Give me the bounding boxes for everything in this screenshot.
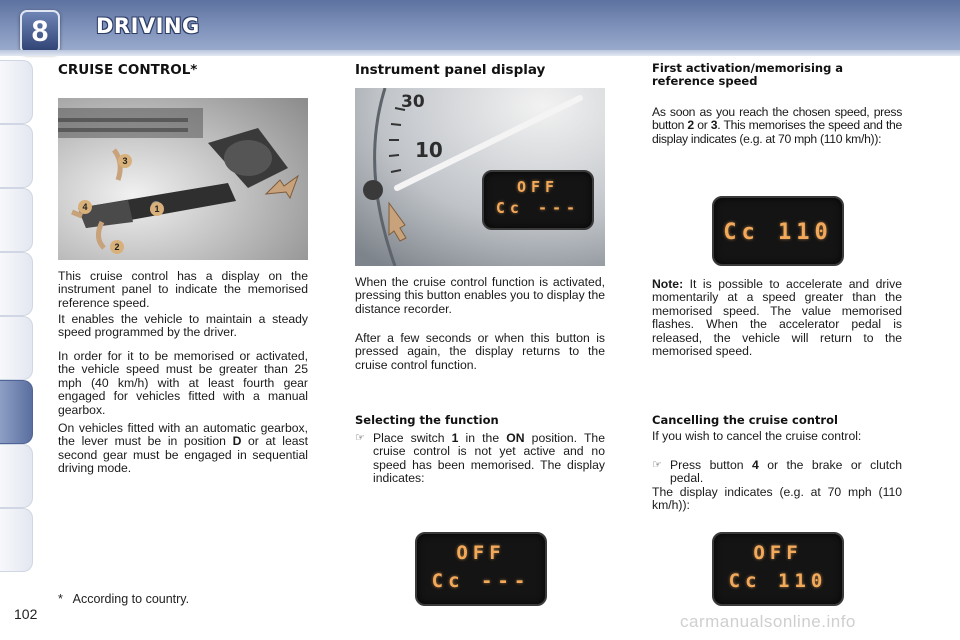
lever-label-3: 3 [118, 154, 132, 168]
display-off-110-line-1: OFF [753, 542, 803, 564]
display-off-line-2: Cc --- [431, 570, 531, 592]
gauge-lcd-line-1: OFF [516, 178, 560, 196]
side-tab-1[interactable] [0, 60, 33, 124]
chapter-number-badge: 8 [20, 10, 60, 54]
display-off-110 [712, 532, 844, 606]
bullet-start: Place switch [373, 431, 452, 445]
note-text: It is possible to accelerate and drive momentarily at a speed greater than the memorised speed. The value memorised flashes. When the accelerator pedal is released, the vehicle will return to the memorised speed. [652, 277, 902, 359]
side-tab-5[interactable] [0, 316, 33, 380]
side-tab-2[interactable] [0, 124, 33, 188]
display-off-line-1: OFF [456, 542, 506, 564]
steering-lever-photo [58, 98, 308, 260]
col1-para-4-end: or at least second gear must be engaged in sequential driving mode. [58, 434, 308, 476]
lever-label-1: 1 [150, 202, 164, 216]
bullet-mid: in the [458, 431, 507, 445]
watermark: carmanualsonline.info [680, 612, 856, 631]
side-tab-active-driving[interactable] [0, 380, 33, 444]
col3-note [652, 278, 902, 358]
selecting-function-title: Selecting the function [355, 413, 499, 427]
bullet-on: ON [506, 431, 525, 445]
cancelling-title: Cancelling the cruise control [652, 413, 838, 427]
chapter-title: DRIVING [96, 14, 200, 38]
cancel-result: The display indicates (e.g. at 70 mph (110 km/h)): [652, 485, 902, 513]
cruise-control-title: CRUISE CONTROL* [58, 62, 198, 78]
col1-para-2: It enables the vehicle to maintain a steady speed programmed by the driver. [58, 312, 308, 340]
instrument-panel-photo [355, 88, 605, 266]
display-cc-110-line: Cc 110 [723, 220, 833, 245]
side-tab-4[interactable] [0, 252, 33, 316]
col3-para-1-mid: or [693, 118, 711, 133]
gauge-lcd-line-2: Cc --- [495, 199, 581, 217]
gauge-lcd-display [482, 170, 594, 230]
gauge-label-30: 30 [401, 92, 425, 112]
cancel-bullet-pointer-icon: ☞ [652, 459, 662, 471]
col1-para-4-gear: D [232, 434, 242, 449]
cancel-para: If you wish to cancel the cruise control: [652, 429, 862, 443]
selecting-function-bullet [355, 432, 605, 486]
lever-illustration [58, 98, 308, 260]
bullet-switch-number: 1 [451, 431, 459, 445]
col3-para-1-end: . This memorises the speed and the display indicates (e.g. at 70 mph (110 km/h)): [652, 118, 902, 146]
display-off-dashes [415, 532, 547, 606]
side-tab-8[interactable] [0, 508, 33, 572]
footnote [58, 592, 189, 606]
cancel-bullet-end: or the brake or clutch pedal. [670, 458, 902, 486]
side-tab-3[interactable] [0, 188, 33, 252]
chapter-side-tabs [0, 60, 36, 580]
side-tab-7[interactable] [0, 444, 33, 508]
cancel-button-4: 4 [751, 458, 759, 472]
col3-button-3: 3 [710, 118, 718, 133]
col1-para-4 [58, 422, 308, 476]
chapter-header [0, 0, 960, 56]
col1-para-4-start: On vehicles fitted with an automatic gearbox, the lever must be in position [58, 421, 308, 449]
note-label: Note: [652, 277, 684, 291]
footnote-text: According to country. [72, 592, 190, 606]
col3-button-2: 2 [687, 118, 694, 133]
lever-label-4: 4 [78, 200, 92, 214]
page-number: 102 [14, 606, 38, 622]
display-cc-110 [712, 196, 844, 266]
lever-label-2: 2 [110, 240, 124, 254]
col2-para-1: When the cruise control function is activated, pressing this button enables you to display the distance recorder. [355, 275, 606, 316]
instrument-panel-title: Instrument panel display [355, 62, 546, 78]
col1-para-3: In order for it to be memorised or activated, the vehicle speed must be greater than 25 mph (40 km/h) with at least fourth gear engaged for vehicles fitted with a manual gearbox. [58, 349, 308, 417]
cancel-bullet [652, 459, 902, 486]
footnote-mark: * [58, 592, 63, 606]
col2-para-2: After a few seconds or when this button is pressed again, the display returns to the cruise control function. [355, 331, 605, 372]
cancel-bullet-start: Press button [670, 458, 752, 472]
first-activation-title: First activation/memorising a reference speed [652, 61, 844, 88]
col3-para-1 [652, 106, 902, 146]
bullet-end: position. The cruise control is not yet active and no speed has been memorised. The display indicates: [373, 431, 605, 486]
bullet-pointer-icon: ☞ [355, 432, 365, 444]
col3-para-1-start: As soon as you reach the chosen speed, press button [652, 105, 902, 133]
gauge-label-10: 10 [415, 138, 443, 162]
col1-para-1: This cruise control has a display on the instrument panel to indicate the memorised reference speed. [58, 269, 308, 310]
display-off-110-line-2: Cc 110 [728, 570, 828, 592]
